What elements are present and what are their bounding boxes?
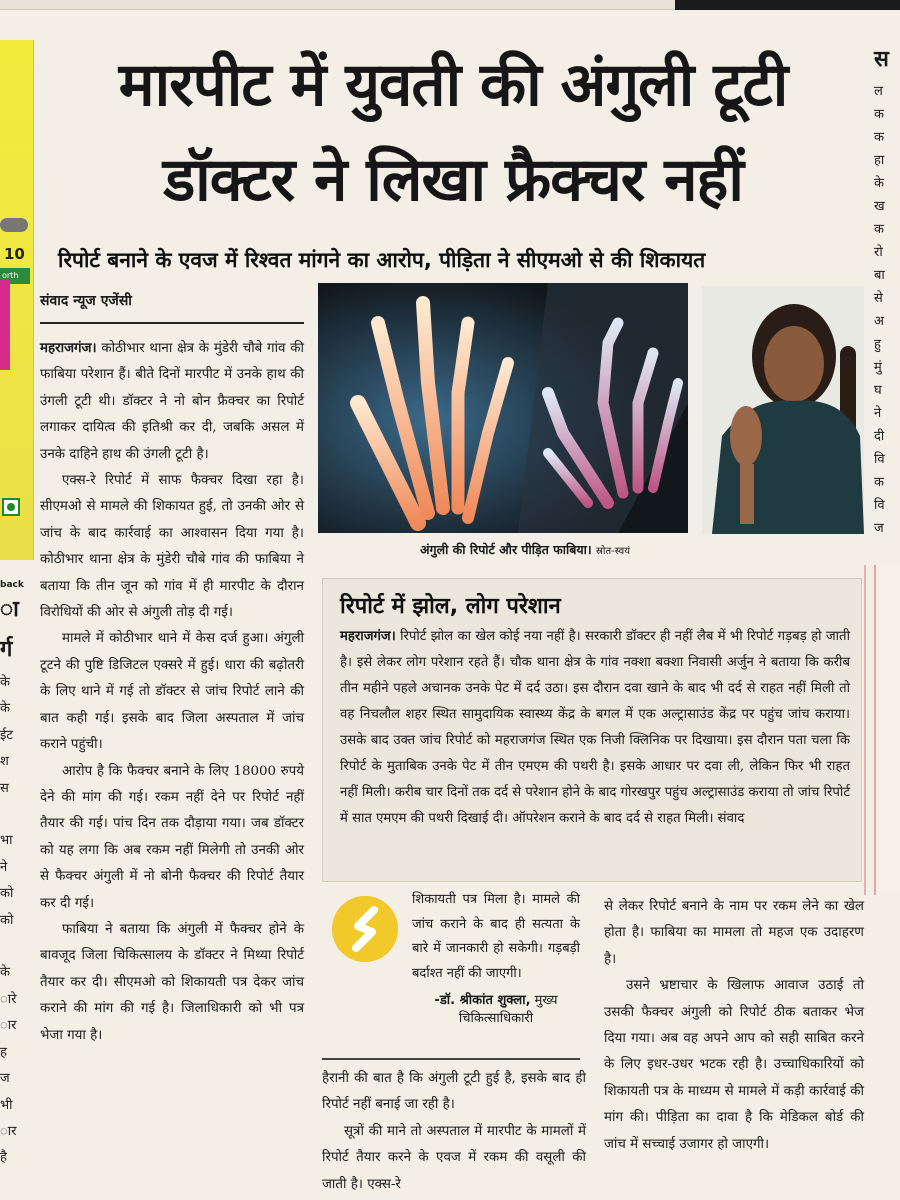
paragraph: हैरानी की बात है कि अंगुली टूटी हुई है, इसके बाद ही रिपोर्ट नहीं बनाई जा रही है। [322,1071,586,1113]
text-fragment [0,802,26,828]
text-fragment: के [0,701,10,717]
quote-text: शिकायती पत्र मिला है। मामले की जांच कराने के बाद ही सत्यता के बारे में जानकारी हो सकेगी। गड़बड़ी बर्दाश्त नहीं की जाएगी। [412,892,580,981]
text-fragment: ज [874,521,884,536]
victim-photo [702,286,864,534]
text-fragment: के [0,965,10,981]
advertisement-strip [0,40,34,590]
article-column-2 [322,1066,586,1200]
divider [322,1058,580,1060]
divider [864,565,866,895]
text-fragment: ल [874,84,883,99]
text-fragment: बा [874,268,885,283]
text-fragment: को [0,886,14,902]
text-fragment: को [0,912,14,928]
quote-attribution: -डॉ. श्रीकांत शुक्ला, मुख्य चिकित्साधिकारी [434,993,558,1026]
text-fragment: अ [874,314,884,329]
text-fragment: वि [874,452,885,467]
text-fragment: ने [874,406,882,421]
text-fragment: क [874,130,884,145]
text-fragment: ने [0,859,8,875]
text-fragment: ईट [0,727,13,743]
text-fragment: ज [0,1071,10,1087]
divider [40,322,304,324]
text-fragment: है [0,1150,7,1166]
text-fragment: श [0,754,9,770]
headline-line-2: डॉक्टर ने लिखा फ्रैक्चर नहीं [163,145,743,215]
text-fragment: के [0,675,10,690]
veg-mark-icon [2,498,20,516]
ad-product-image [0,218,28,232]
ad-footer-text: back [0,580,24,590]
sidebar-story-body: महराजगंज। रिपोर्ट झोल का खेल कोई नया नहीं है। सरकारी डॉक्टर ही नहीं लैब में भी रिपोर्ट गड़बड़ हो जाती है। इसे लेकर लोग परेशान रहते हैं। चौक थाना क्षेत्र के गांव नक्शा बक्शा निवासी अर्जुन ने बताया कि करीब तीन महीने पहले अचानक उनके पेट में दर्द उठा। इस दौरान दवा खाने के बाद भी दर्द से राहत नहीं मिली तो वह निचलौल शहर स्थित सामुदायिक स्वास्थ्य केंद्र के बगल में एक अल्ट्रासाउंड केंद्र पर पहुंच जांच कराया। उसके बाद उक्त जांच रिपोर्ट को महराजगंज स्थित एक निजी क्लिनिक पर दिखाया। इस दौरान पता चला कि रिपोर्ट के मुताबिक उनके पेट में तीन एमएम की पथरी है। इसके आधार पर दवा ली, लेकिन फिर भी राहत नहीं मिली। करीब चार दिनों तक दर्द से परेशान होने के बाद गोरखपुर पहुंच अल्ट्रासाउंड कराया तो जांच रिपोर्ट में सात एमएम की पथरी दिखाई दी। ऑपरेशन कराने के बाद दर्द से राहत मिली। संवाद [340,629,850,826]
article-column-3 [604,894,864,1200]
text-fragment: क [874,475,884,490]
text-fragment: ह [0,1044,7,1060]
text-fragment: क [874,222,884,237]
text-fragment: घ [874,383,882,398]
ad-graphic [0,280,10,370]
headline-line-1: मारपीट में युवती की अंगुली टूटी [118,50,788,120]
text-fragment [0,934,26,960]
xray-photo [318,283,688,533]
text-fragment: स [0,780,9,796]
text-fragment: के [874,176,884,191]
paragraph: सूत्रों की माने तो अस्पताल में मारपीट के मामलों में रिपोर्ट तैयार करने के एवज में रकम की वसूली की जाती है। एक्स-रे [322,1123,586,1192]
adjacent-article-right: स ल क क हा के ख क रो बा से अ हु मुं घ ने दी वि क वि ज [874,40,900,560]
adjacent-box-right [874,565,900,895]
quote-logo-icon [332,896,398,962]
sidebar-story-heading: रिपोर्ट में झोल, लोग परेशान [340,594,561,619]
paragraph: महराजगंज। कोठीभार थाना क्षेत्र के मुंडेरी चौबे गांव की फाबिया परेशान हैं। बीते दिनों मारपीट में उनके हाथ की उंगली टूटी थी। डॉक्टर ने नो बोन फ्रैक्चर का रिपोर्ट लगाकर दायित्व की इतिश्री कर दी, जबकि असल में उनके दाहिने हाथ की उंगली टूटी है। [40,341,304,462]
byline: संवाद न्यूज एजेंसी [40,293,132,309]
text-fragment: भा [0,833,13,849]
text-fragment: वि [874,498,885,513]
text-fragment: ार [0,1123,17,1139]
ad-number: 10 [4,245,25,263]
signoff: संवाद [717,811,745,826]
paragraph: एक्स-रे रिपोर्ट में साफ फैक्चर दिखा रहा है। सीएमओ से मामले की शिकायत हुई, तो उनकी ओर से जांच के बाद कार्रवाई का आश्वासन दिया गया है। कोठीभार थाना क्षेत्र के मुंडेरी चौबे गांव की फाबिया ने बताया कि तीन जून को गांव में ही मारपीट के दौरान विरोधियों की ओर से अंगुली तोड़ दी गई। [40,473,304,621]
text-fragment: से [874,291,883,306]
text-fragment: ारे [0,991,17,1007]
paragraph: मामले में कोठीभार थाने में केस दर्ज हुआ। अंगुली टूटने की पुष्टि डिजिटल एक्सरे में हुई। धारा की बढ़ोतरी के लिए थाने में गई तो डॉक्टर से जांच रिपोर्ट लाने की बात कही गई। इसके बाद जिला अस्पताल में जांच कराने पहुंची। [40,631,304,753]
text-fragment: हा [874,153,885,168]
text-fragment: रो [874,245,883,260]
text-fragment: हु [874,337,881,352]
text-fragment: ख [874,199,885,214]
top-strip [0,0,900,10]
adjacent-article-left: ा र्ग के के ईट श स भा ने को को के ारे ार ह ज भी ार है [0,590,26,1200]
ad-label: orth [0,268,30,284]
text-fragment: ार [0,1018,17,1034]
text-fragment: भी [0,1097,13,1113]
paragraph: उसने भ्रष्टाचार के खिलाफ आवाज उठाई तो उसकी फैक्चर अंगुली को रिपोर्ट ठीक बताकर भेज दिया गया। अब वह अपने आप को सही साबित करने के लिए इधर-उधर भटक रही है। उच्चाधिकारियों को शिकायती पत्र के माध्यम से मामले में कड़ी कार्रवाई की मांग की। पीड़िता का दावा है कि मेडिकल बोर्ड की जांच में सच्चाई उजागर हो जाएगी। [604,978,864,1152]
paragraph: आरोप है कि फैक्चर बनाने के लिए 18000 रुपये देने की मांग की गई। रकम नहीं देने पर रिपोर्ट नहीं तैयार की गई। पांच दिन तक दौड़ाया गया। जब डॉक्टर को यह लगा कि अब रकम नहीं मिलेगी तो उनकी ओर से फैक्चर अंगुली में नो बोनी फैक्चर की रिपोर्ट तैयार कर दी गई। [40,763,304,911]
text-fragment: दी [874,429,885,444]
paragraph: फाबिया ने बताया कि अंगुली में फैक्चर होने के बावजूद जिला चिकित्सालय के डॉक्टर ने मिथ्या रिपोर्ट तैयार कर दी। सीएमओ को शिकायती पत्र देकर जांच कराने की मांग की गई है। जिलाधिकारी को भी पत्र भेजा गया है। [40,921,304,1043]
subheadline: रिपोर्ट बनाने के एवज में रिश्वत मांगने का आरोप, पीड़िता ने सीएमओ से की शिकायत [58,248,706,272]
photo-source: स्रोत-स्वयं [596,546,631,557]
paragraph: से लेकर रिपोर्ट बनाने के नाम पर रकम लेने का खेल होता है। फाबिया का मामला तो महज एक उदाहरण है। [604,899,864,967]
text-fragment: मुं [874,360,882,375]
official-quote [412,888,580,1058]
dateline: महराजगंज। [340,629,396,644]
photo-caption: अंगुली की रिपोर्ट और पीड़ित फाबिया। स्रोत-स्वयं [420,542,631,557]
article-column-1 [40,336,304,1200]
dateline: महराजगंज। [40,341,97,356]
text-fragment: क [874,107,884,122]
